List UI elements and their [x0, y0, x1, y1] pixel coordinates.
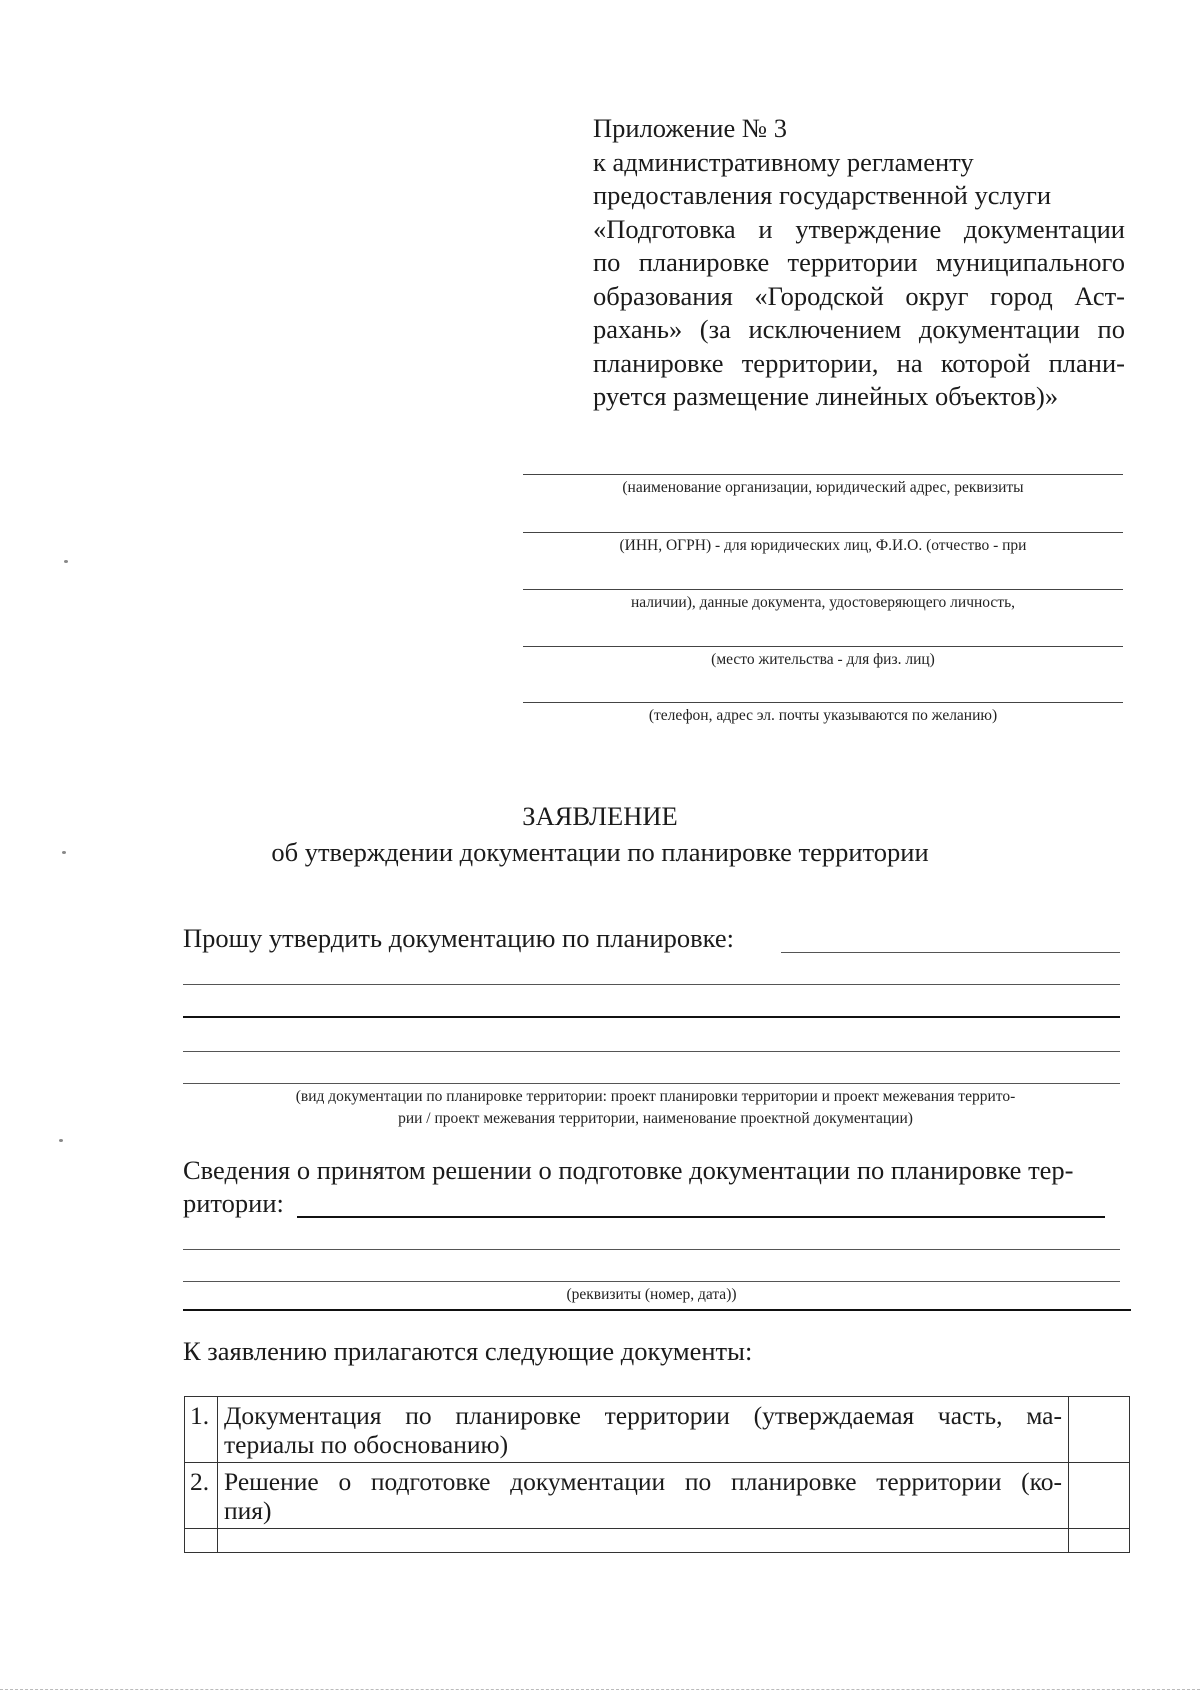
table-row-empty: [185, 1529, 1130, 1553]
decision-text: Сведения о принятом решении о подготовке документации по планировке тер-: [183, 1155, 1074, 1185]
appendix-block: [593, 112, 1125, 414]
decision-line: [183, 1309, 1131, 1311]
appendix-line: по планировке территории муниципального: [593, 247, 1125, 277]
applicant-caption: (ИНН, ОГРН) - для юридических лиц, Ф.И.О. (отчество - при: [619, 537, 1027, 554]
appendix-line: «Подготовка и утверждение документации: [593, 213, 1125, 244]
document-title: ЗАЯВЛЕНИЕ: [522, 801, 678, 831]
decision-line[interactable]: [183, 1249, 1120, 1250]
document-subtitle: об утверждении документации по планировке территории: [271, 837, 929, 867]
decision-caption: (реквизиты (номер, дата)): [566, 1286, 737, 1303]
appendix-line: предоставления государственной услуги: [593, 180, 1052, 210]
request-text: Прошу утвердить документацию по планировке:: [183, 923, 734, 953]
row-text-line: териалы по обоснованию): [224, 1430, 509, 1459]
applicant-caption: наличии), данные документа, удостоверяющего личность,: [630, 594, 1016, 611]
row-description[interactable]: [218, 1529, 1069, 1553]
row-description: [218, 1397, 1069, 1463]
row-mark-cell[interactable]: [1069, 1463, 1130, 1529]
decision-line[interactable]: [183, 1281, 1120, 1282]
scan-speck: [64, 560, 68, 563]
applicant-id-field[interactable]: [523, 532, 1123, 533]
row-number[interactable]: [185, 1529, 218, 1553]
applicant-document-field[interactable]: [523, 589, 1123, 590]
appendix-line: Приложение № 3: [593, 113, 788, 143]
row-text-line: Документация по планировке территории (утверждаемая часть, ма-: [224, 1401, 1062, 1430]
appendix-line: образования «Городской округ город Аст-: [593, 280, 1125, 311]
attachments-table: [184, 1396, 1130, 1553]
table-row: [185, 1397, 1130, 1463]
applicant-name-field[interactable]: [523, 474, 1123, 475]
documentation-type-line[interactable]: [183, 1083, 1120, 1084]
documentation-type-caption: рии / проект межевания территории, наименование проектной документации): [398, 1110, 913, 1127]
row-number: 2.: [185, 1463, 218, 1529]
decision-text: ритории:: [183, 1188, 284, 1218]
page-bottom-edge: [0, 1689, 1200, 1690]
table-row: [185, 1463, 1130, 1529]
documentation-type-line[interactable]: [183, 1016, 1120, 1018]
row-mark-cell[interactable]: [1069, 1529, 1130, 1553]
appendix-line: руется размещение линейных объектов)»: [593, 381, 1059, 411]
attachments-intro: К заявлению прилагаются следующие документы:: [183, 1336, 753, 1366]
documentation-type-caption: (вид документации по планировке территории: проект планировки территории и проект межевания террито-: [295, 1088, 1016, 1105]
documentation-type-field[interactable]: [781, 952, 1120, 953]
applicant-caption: (наименование организации, юридический адрес, реквизиты: [622, 479, 1024, 496]
row-text-line: пия): [224, 1496, 272, 1525]
scan-speck: [59, 1139, 63, 1142]
row-text-line: Решение о подготовке документации по планировке территории (ко-: [224, 1467, 1062, 1496]
row-description: [218, 1463, 1069, 1529]
applicant-caption: (телефон, адрес эл. почты указываются по желанию): [648, 707, 998, 724]
row-mark-cell[interactable]: [1069, 1397, 1130, 1463]
applicant-contact-field[interactable]: [523, 702, 1123, 703]
applicant-residence-field[interactable]: [523, 646, 1123, 647]
appendix-line: рахань» (за исключением документации по: [593, 314, 1125, 344]
documentation-type-line[interactable]: [183, 1051, 1120, 1052]
scan-speck: [62, 851, 66, 854]
applicant-caption: (место жительства - для физ. лиц): [711, 651, 935, 668]
appendix-line: к административному регламенту: [593, 146, 974, 177]
decision-field[interactable]: [297, 1216, 1105, 1218]
row-number: 1.: [185, 1397, 218, 1463]
documentation-type-line[interactable]: [183, 984, 1120, 985]
appendix-line: планировке территории, на которой плани-: [593, 347, 1125, 378]
